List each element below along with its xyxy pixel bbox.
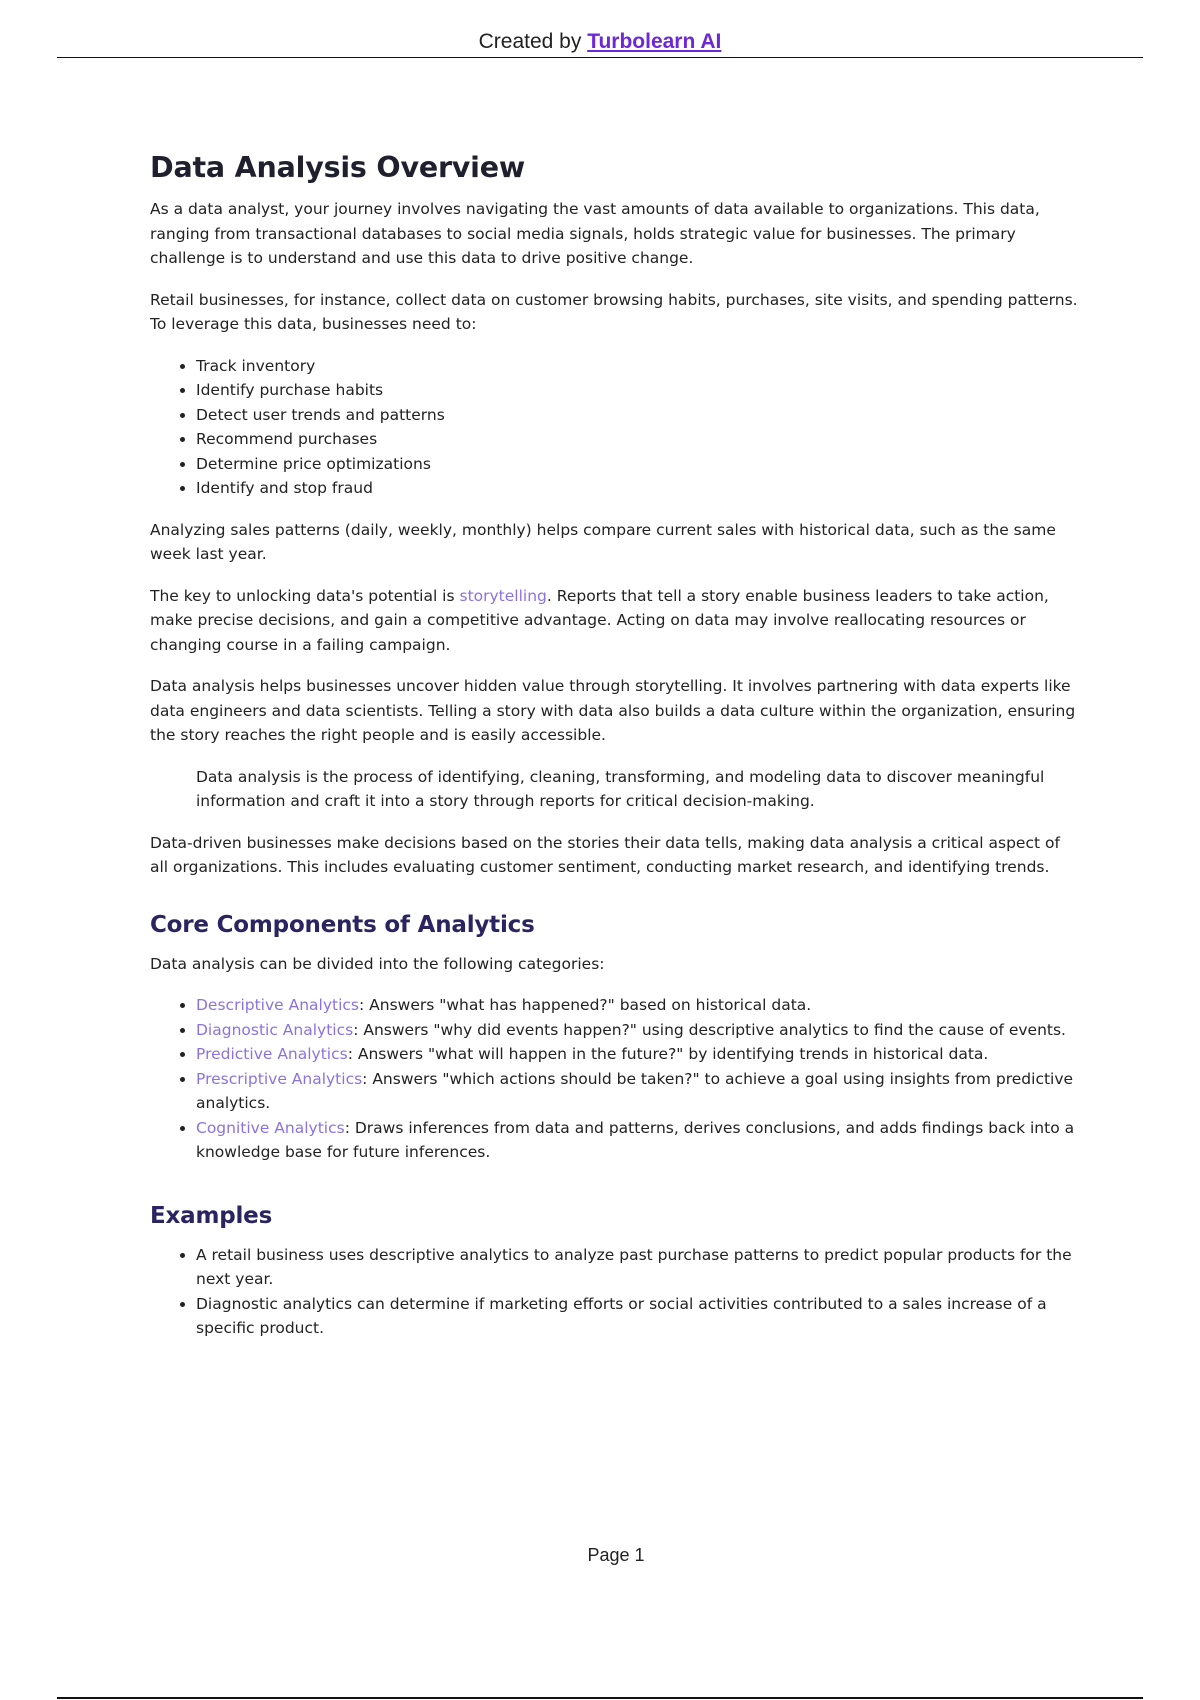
analytics-term: Prescriptive Analytics [196, 1069, 363, 1088]
partner-paragraph: Data analysis helps businesses uncover hidden value through storytelling. It involves partnering with data experts like data engineers and data scientists. Telling a story with data also builds a data culture within the organization, ensuring the story reaches the right people and is easily accessible. [150, 677, 1076, 744]
sales-paragraph: Analyzing sales patterns (daily, weekly, monthly) helps compare current sales with historical data, such as the same week last year. [150, 520, 1056, 563]
page-title: Data Analysis Overview [150, 151, 526, 184]
core-components-heading: Core Components of Analytics [150, 911, 535, 938]
intro-paragraph: As a data analyst, your journey involves navigating the vast amounts of data available to organizations. This data, ranging from transactional databases to social media signals, holds strategic value for businesses. The primary challenge is to understand and use this data to drive positive change. [150, 200, 1040, 267]
list-item [196, 993, 1080, 1018]
page-number: Page 1 [587, 1545, 645, 1565]
storytelling-after: . Reports that tell a story enable business leaders to take action, make precise decisions, and gain a competitive advantage. Acting on data may involve reallocating resources or changing course in a failing campaign. [150, 586, 1049, 654]
retail-paragraph: Retail businesses, for instance, collect data on customer browsing habits, purchases, site visits, and spending patterns. To leverage this data, businesses need to: [150, 290, 1078, 333]
list-item: • Determine price optimizations [196, 452, 1080, 477]
list-item: • Recommend purchases [196, 427, 1080, 452]
storytelling-paragraph [150, 584, 1080, 658]
definition-quote: Data analysis is the process of identifying, cleaning, transforming, and modeling data to discover meaningful information and craft it into a story through reports for critical decision-making. [196, 767, 1045, 810]
analytics-term: Predictive Analytics [196, 1045, 348, 1063]
analytics-list [150, 993, 1080, 1165]
needs-list [150, 354, 1080, 501]
analytics-desc: : Answers "which actions should be taken?" to achieve a goal using insights from predictive analytics. [196, 1069, 1074, 1112]
list-item: • Identify and stop fraud [196, 476, 1080, 501]
analytics-term: Diagnostic Analytics [196, 1020, 354, 1039]
list-item [196, 1018, 1080, 1043]
analytics-desc: : Answers "what has happened?" based on historical data. [359, 996, 812, 1014]
examples-heading: Examples [150, 1202, 273, 1229]
turbolearn-link[interactable]: Turbolearn AI [587, 30, 722, 53]
header-prefix: Created by [478, 30, 582, 53]
document-body [150, 150, 1080, 1358]
bottom-divider [57, 1697, 1143, 1699]
analytics-term: Cognitive Analytics [196, 1118, 345, 1137]
list-item: • Identify purchase habits [196, 378, 1080, 403]
list-item: • Diagnostic analytics can determine if marketing efforts or social activities contributed to a sales increase of a specific product. [196, 1292, 1080, 1341]
list-item [196, 1067, 1080, 1116]
analytics-desc: : Answers "what will happen in the future?" by identifying trends in historical data. [347, 1045, 989, 1063]
examples-list [150, 1243, 1080, 1341]
list-item: • Detect user trends and patterns [196, 403, 1080, 428]
list-item [196, 1042, 1080, 1067]
analytics-desc: : Answers "why did events happen?" using descriptive analytics to find the cause of events. [353, 1020, 1066, 1039]
analytics-term: Descriptive Analytics [196, 996, 359, 1014]
data-driven-paragraph: Data-driven businesses make decisions based on the stories their data tells, making data analysis a critical aspect of all organizations. This includes evaluating customer sentiment, conducting market research, and identifying trends. [150, 833, 1060, 876]
core-intro: Data analysis can be divided into the following categories: [150, 954, 605, 973]
list-item [196, 1116, 1080, 1165]
storytelling-term: storytelling [459, 586, 547, 605]
storytelling-before: The key to unlocking data's potential is [150, 586, 460, 605]
page-header [57, 28, 1143, 58]
analytics-desc: : Draws inferences from data and patterns, derives conclusions, and adds findings back into a knowledge base for future inferences. [196, 1118, 1075, 1161]
list-item: • A retail business uses descriptive analytics to analyze past purchase patterns to predict popular products for the next year. [196, 1243, 1080, 1292]
list-item: • Track inventory [196, 354, 1080, 379]
